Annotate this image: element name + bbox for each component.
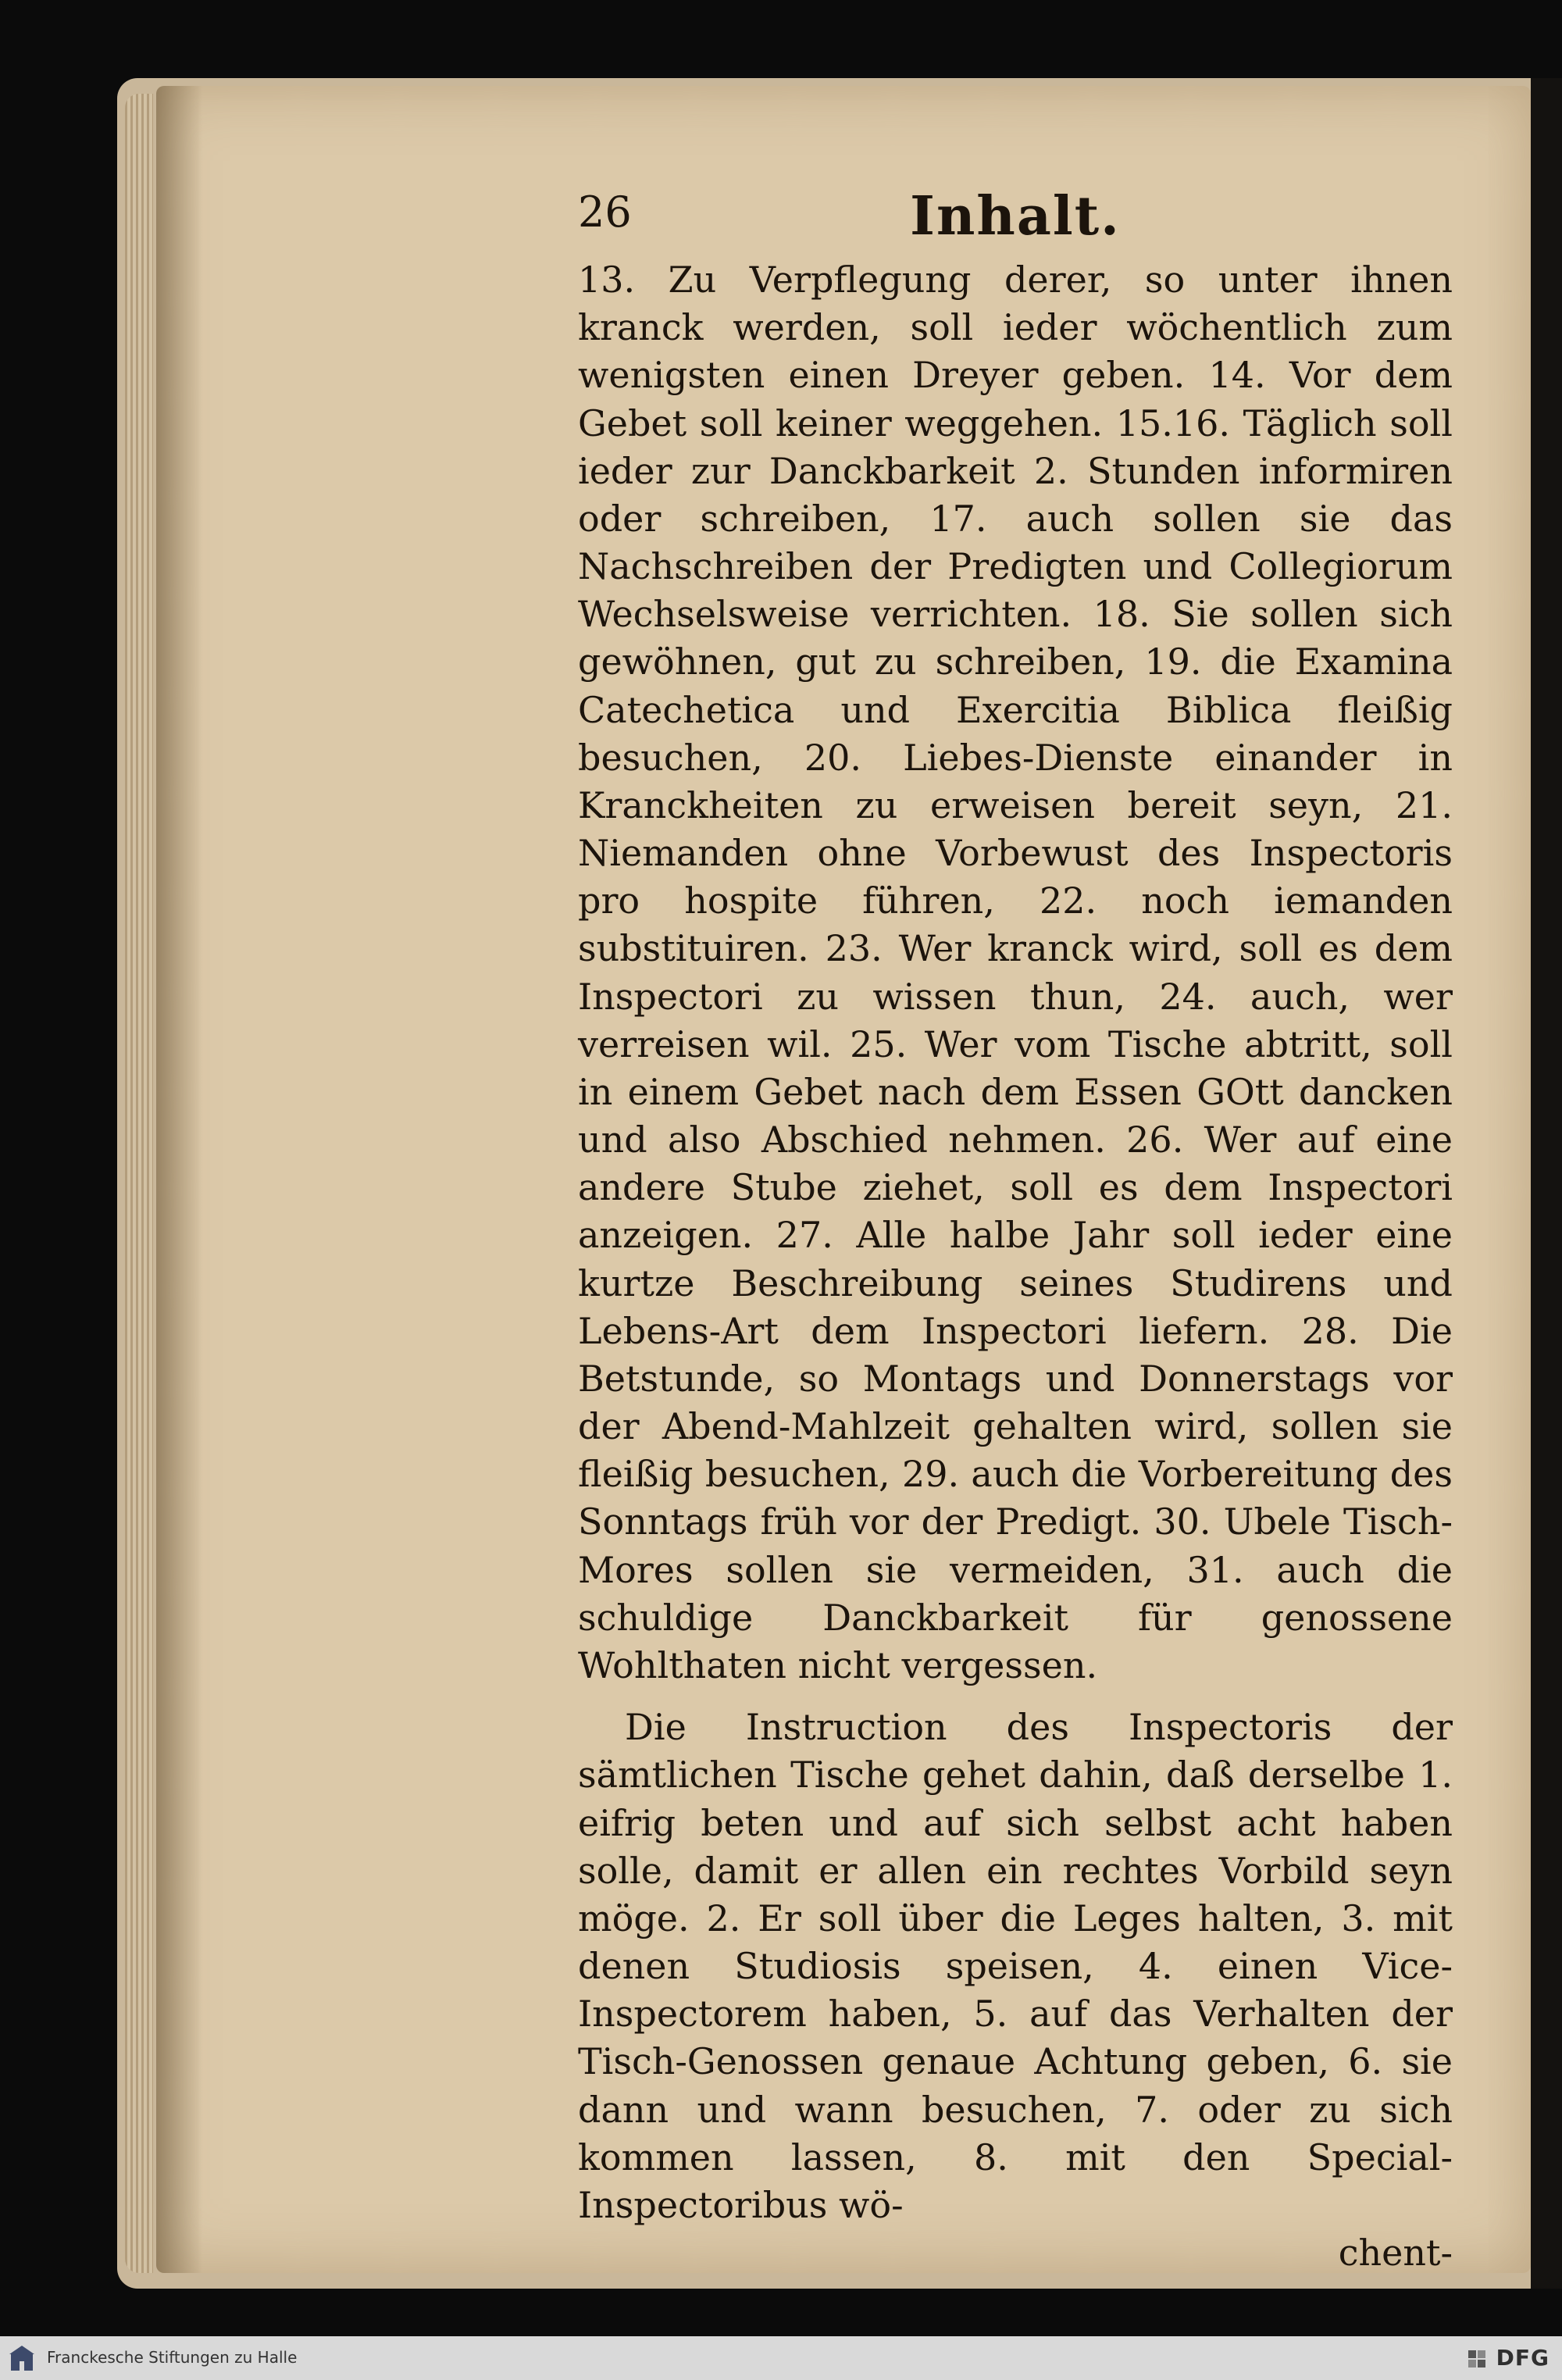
paragraph-rules: 13. Zu Verpflegung derer, so unter ihnen kranck werden, soll ieder wöchentlich zum wenigsten einen Dreyer geben. 14. Vor dem Gebet soll keiner weggehen. 15.16. Täglich soll ieder zur Danckbarkeit 2. Stunden informiren oder schreiben, 17. auch sollen sie das Nachschreiben der Predigten und Collegiorum Wechselsweise verrichten. 18. Sie sollen sich gewöhnen, gut zu schreiben, 19. die Examina Catechetica und Exercitia Biblica fleißig besuchen, 20. Liebes-Dienste einander in Kranckheiten zu erweisen bereit seyn, 21. Niemanden ohne Vorbewust des Inspectoris pro hospite führen, 22. noch iemanden substituiren. 23. Wer kranck wird, soll es dem Inspectori zu wissen thun, 24. auch, wer verreisen wil. 25. Wer vom Tische abtritt, soll in einem Gebet nach dem Essen GOtt dancken und also Abschied nehmen. 26. Wer auf eine andere Stube ziehet, soll es dem Inspectori anzeigen. 27. Alle halbe Jahr soll ieder eine kurtze Beschreibung seines Studirens und Lebens-Art dem Inspectori liefern. 28. Die Betstunde, so Montags und Donnerstags vor der Abend-Mahlzeit gehalten wird, sollen sie fleißig besuchen, 29. auch die Vorbereitung des Sonntags früh vor der Predigt. 30. Ubele Tisch-Mores sollen sie vermeiden, 31. auch die schuldige Danckbarkeit für genossene Wohlthaten nicht vergessen. xyxy=(578,259,1453,1686)
institution-name: Franckesche Stiftungen zu Halle xyxy=(47,2348,298,2367)
dfg-logo-text: DFG xyxy=(1496,2345,1550,2371)
gutter-shadow xyxy=(156,86,203,2273)
dfg-mark-icon xyxy=(1467,2349,1487,2369)
dark-right-edge xyxy=(1531,78,1562,2289)
page-text xyxy=(578,181,1453,2277)
institution-logo-icon xyxy=(6,2343,37,2374)
paragraph-instruction: Die Instruction des Inspectoris der sämtlichen Tische gehet dahin, daß derselbe 1. eifrig beten und auf sich selbst acht haben solle, damit er allen ein rechtes Vorbild seyn möge. 2. Er soll über die Leges halten, 3. mit denen Studiosis speisen, 4. einen Vice-Inspectorem haben, 5. auf das Verhalten der Tisch-Genossen genaue Achtung geben, 6. sie dann und wann besuchen, 7. oder zu sich kommen lassen, 8. mit den Special-Inspectoribus wö- xyxy=(578,1706,1453,2226)
page-header xyxy=(578,181,1453,256)
page-number: 26 xyxy=(578,187,632,237)
footer-bar xyxy=(0,2336,1562,2380)
catchword: chent- xyxy=(1338,2232,1453,2275)
page-edges xyxy=(125,94,153,2273)
running-head: Inhalt. xyxy=(910,185,1121,248)
